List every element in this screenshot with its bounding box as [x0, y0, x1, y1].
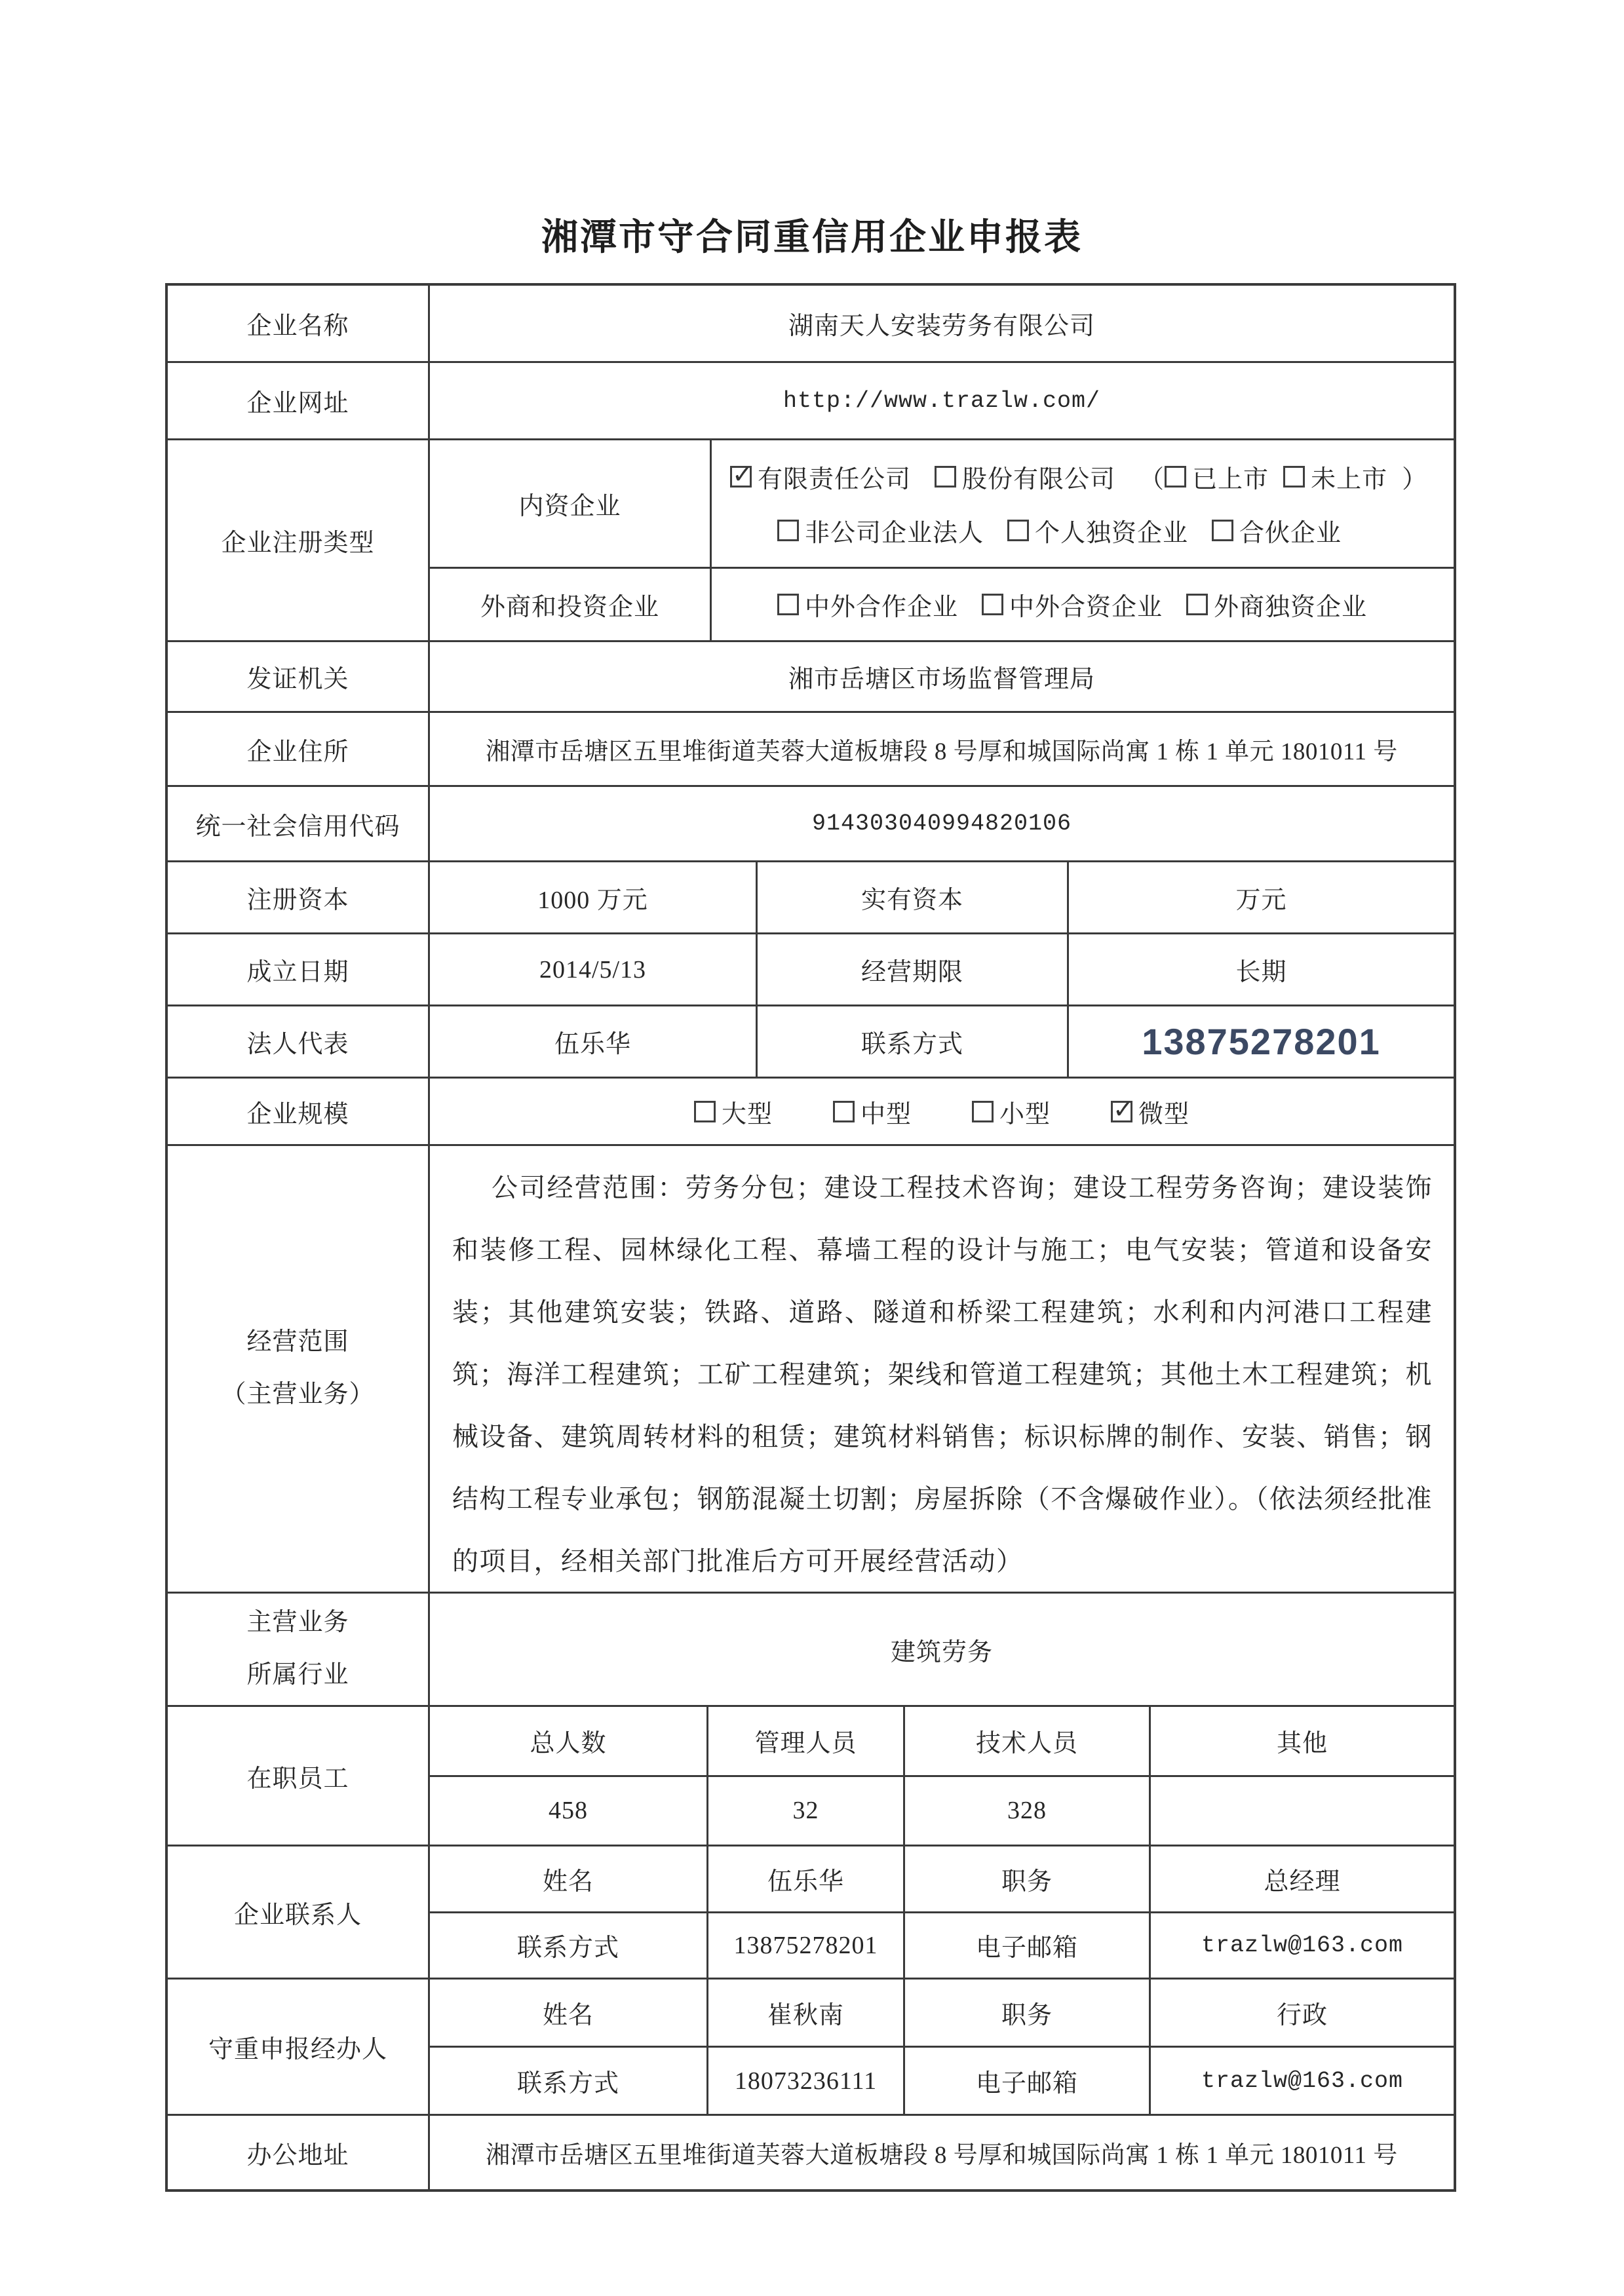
issuing-authority-label: 发证机关: [168, 642, 430, 711]
checkbox-small[interactable]: [972, 1101, 994, 1122]
industry-label-line1: 主营业务: [246, 1609, 349, 1637]
domestic-enterprise-options: [712, 440, 1454, 567]
contact-phone-key: 联系方式: [430, 1913, 708, 1978]
row-social-credit-code: [168, 787, 1454, 862]
website-value: http://www.trazlw.com/: [783, 387, 1101, 414]
staff-technical-value: 328: [905, 1777, 1151, 1845]
founding-date-label: 成立日期: [168, 934, 430, 1004]
option-sino-foreign-joint-venture: 中外合资企业: [982, 586, 1163, 622]
industry-label: [168, 1594, 430, 1705]
agent-name-key: 姓名: [430, 1980, 708, 2046]
business-scope-text: 公司经营范围：劳务分包；建设工程技术咨询；建设工程劳务咨询；建设装饰和装修工程、园林绿化工程、幕墙工程的设计与施工；电气安装；管道和设备安装；其他建筑安装；铁路、道路、隧道和桥梁工程建筑；水利和内河港口工程建筑；海洋工程建筑；工矿工程建筑；架线和管道工程建筑；其他土木工程建筑；机械设备、建筑周转材料的租赁；建筑材料销售；标识标牌的制作、安装、销售；钢结构工程专业承包；钢筋混凝土切割；房屋拆除（不含爆破作业）。（依法须经批准的项目，经相关部门批准后方可开展经营活动）: [452, 1173, 1433, 1576]
agent-phone-key: 联系方式: [430, 2048, 708, 2114]
foreign-enterprise-label: 外商和投资企业: [430, 569, 712, 640]
staff-header-other: 其他: [1276, 1730, 1328, 1758]
option-partnership: 合伙企业: [1212, 512, 1342, 548]
agent-email-key: 电子邮箱: [905, 2048, 1151, 2114]
contact-phone-row: [430, 1913, 1454, 1978]
paid-in-capital-label: 实有资本: [758, 862, 1069, 932]
contact-email-value: trazlw@163.com: [1201, 1932, 1404, 1959]
registration-type-label: 企业注册类型: [168, 440, 430, 640]
contact-name-row: [430, 1846, 1454, 1913]
option-wholly-foreign-owned: 外商独资企业: [1186, 586, 1367, 622]
checkbox-listed[interactable]: [1165, 466, 1186, 488]
option-micro: ✓ 微型: [1111, 1094, 1189, 1130]
agent-phone-row: [430, 2048, 1454, 2114]
contact-name-value: 伍乐华: [708, 1846, 905, 1911]
agent-name-row: [430, 1980, 1454, 2048]
registered-capital-value: 1000 万元: [430, 862, 758, 932]
business-scope-label: [168, 1146, 430, 1592]
paid-in-capital-value: 万元: [1235, 887, 1287, 914]
company-name-value: 湖南天人安装劳务有限公司: [788, 313, 1095, 340]
office-address-label: 办公地址: [168, 2116, 430, 2189]
option-limited-liability-company: ✓ 有限责任公司: [730, 459, 911, 495]
company-name-label: 企业名称: [168, 286, 430, 361]
founding-date-value: 2014/5/13: [430, 934, 758, 1004]
option-non-company-legal-person: 非公司企业法人: [777, 512, 984, 548]
legal-representative-value: 伍乐华: [430, 1006, 758, 1077]
application-form-table: [165, 283, 1456, 2192]
domestic-options-line1: [730, 459, 1427, 495]
staff-header-total: 总人数: [430, 1707, 708, 1775]
row-registered-capital: [168, 862, 1454, 934]
business-term-label: 经营期限: [758, 934, 1069, 1004]
row-registration-type: [168, 440, 1454, 642]
contact-name-key: 姓名: [430, 1846, 708, 1911]
checkbox-joint-stock-company[interactable]: [935, 466, 956, 488]
row-declaration-agent: [168, 1980, 1454, 2116]
business-address-value: 湘潭市岳塘区五里堆街道芙蓉大道板塘段 8 号厚和城国际尚寓 1 栋 1 单元 1801011 号: [486, 738, 1398, 765]
registration-domestic-row: [430, 440, 1454, 569]
company-contact-label: 企业联系人: [168, 1846, 430, 1978]
business-scope-label-line1: 经营范围: [246, 1328, 349, 1356]
enterprise-scale-options: [430, 1079, 1454, 1144]
registration-foreign-row: [430, 569, 1454, 640]
staff-management-value: 32: [708, 1777, 905, 1845]
staff-header-management: 管理人员: [708, 1707, 905, 1775]
option-large: 大型: [694, 1094, 773, 1130]
option-unlisted: 未上市: [1283, 459, 1387, 495]
staff-label: 在职员工: [168, 1707, 430, 1845]
registered-capital-label: 注册资本: [168, 862, 430, 932]
row-company-contact: [168, 1846, 1454, 1980]
social-credit-code-label: 统一社会信用代码: [168, 787, 430, 860]
website-label: 企业网址: [168, 363, 430, 438]
contact-email-key: 电子邮箱: [905, 1913, 1151, 1978]
industry-label-line2: 所属行业: [246, 1661, 349, 1689]
contact-phone-value: 13875278201: [708, 1913, 905, 1978]
office-address-value: 湘潭市岳塘区五里堆街道芙蓉大道板塘段 8 号厚和城国际尚寓 1 栋 1 单元 1801011 号: [486, 2142, 1398, 2169]
paren-close: ）: [1402, 465, 1428, 493]
checkbox-unlisted[interactable]: [1283, 466, 1305, 488]
row-enterprise-scale: [168, 1079, 1454, 1146]
agent-name-value: 崔秋南: [708, 1980, 905, 2046]
checkbox-medium[interactable]: [833, 1101, 855, 1122]
agent-phone-value: 18073236111: [708, 2048, 905, 2114]
row-business-scope: [168, 1146, 1454, 1594]
page-title: 湘潭市守合同重信用企业申报表: [541, 216, 1083, 258]
row-staff: [168, 1707, 1454, 1846]
row-legal-representative: [168, 1006, 1454, 1079]
business-address-label: 企业住所: [168, 713, 430, 785]
social-credit-code-value: 914303040994820106: [811, 811, 1072, 837]
listed-status-group: [1139, 459, 1427, 495]
domestic-options-line2: [777, 512, 1342, 548]
row-industry: [168, 1594, 1454, 1707]
agent-email-value: trazlw@163.com: [1201, 2067, 1404, 2094]
business-term-value: 长期: [1235, 959, 1287, 986]
staff-other-value: [1151, 1777, 1454, 1845]
legal-rep-phone-value: 13875278201: [1142, 1021, 1381, 1062]
row-issuing-authority: [168, 642, 1454, 713]
checkbox-partnership[interactable]: [1212, 520, 1233, 541]
row-website: [168, 363, 1454, 440]
row-office-address: [168, 2116, 1454, 2189]
staff-header-row: [430, 1707, 1454, 1777]
checkbox-sino-foreign-cooperative[interactable]: [777, 594, 799, 615]
issuing-authority-value: 湘市岳塘区市场监督管理局: [788, 666, 1095, 693]
legal-rep-contact-label: 联系方式: [758, 1006, 1069, 1077]
domestic-enterprise-label: 内资企业: [430, 440, 712, 567]
checkbox-sino-foreign-joint-venture[interactable]: [982, 594, 1003, 615]
enterprise-scale-label: 企业规模: [168, 1079, 430, 1144]
checkbox-large[interactable]: [694, 1101, 716, 1122]
checkbox-wholly-foreign-owned[interactable]: [1186, 594, 1208, 615]
row-founding-date: [168, 934, 1454, 1006]
checkbox-sole-proprietorship[interactable]: [1007, 520, 1029, 541]
industry-value: 建筑劳务: [890, 1638, 993, 1666]
option-joint-stock-company: 股份有限公司: [935, 459, 1115, 495]
row-company-name: [168, 286, 1454, 363]
staff-value-row: [430, 1777, 1454, 1845]
contact-position-key: 职务: [905, 1846, 1151, 1911]
staff-header-technical: 技术人员: [905, 1707, 1151, 1775]
checkbox-micro[interactable]: [1111, 1101, 1132, 1122]
contact-position-value: 总经理: [1264, 1867, 1341, 1896]
agent-position-value: 行政: [1276, 2002, 1328, 2029]
checkbox-non-company-legal-person[interactable]: [777, 520, 799, 541]
paren-open: （: [1139, 465, 1165, 493]
declaration-agent-label: 守重申报经办人: [168, 1980, 430, 2114]
option-small: 小型: [972, 1094, 1051, 1130]
row-business-address: [168, 713, 1454, 787]
foreign-enterprise-options: [712, 569, 1454, 640]
checkbox-limited-liability-company[interactable]: [730, 466, 752, 488]
business-scope-label-line2: （主营业务）: [221, 1381, 375, 1408]
legal-representative-label: 法人代表: [168, 1006, 430, 1077]
option-listed: 已上市: [1165, 459, 1269, 495]
staff-total-value: 458: [430, 1777, 708, 1845]
option-sole-proprietorship: 个人独资企业: [1007, 512, 1188, 548]
option-medium: 中型: [833, 1094, 912, 1130]
agent-position-key: 职务: [905, 1980, 1151, 2046]
option-sino-foreign-cooperative: 中外合作企业: [777, 586, 958, 622]
